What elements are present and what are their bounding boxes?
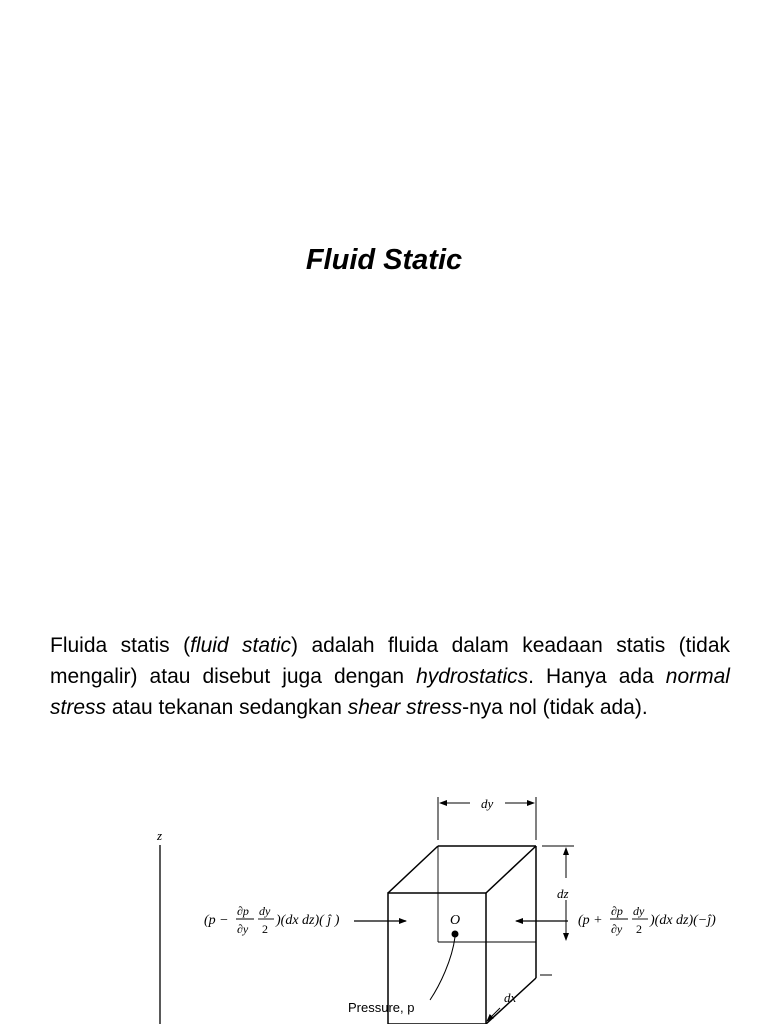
page-title: Fluid Static — [305, 244, 463, 276]
origin-point — [452, 931, 459, 938]
dx-arrow — [487, 1008, 500, 1021]
right-force-frac1-den: ∂y — [611, 922, 623, 936]
para-term-normal-stress: normal stress — [50, 665, 730, 719]
para-text-2: ) adalah fluida dalam keadaan statis (tidak mengalir) atau disebut juga dengan — [50, 634, 730, 688]
left-force-frac1-num: ∂p — [237, 904, 249, 918]
cube-top-right-edge — [486, 846, 536, 893]
right-force-frac2-num: dy — [633, 904, 645, 918]
right-force-frac1-num: ∂p — [611, 904, 623, 918]
right-force-expression — [578, 904, 716, 936]
left-force-frac2-num: dy — [259, 904, 271, 918]
dx-label: dx — [504, 990, 517, 1005]
fluid-element-diagram — [0, 780, 768, 1024]
left-force-open: (p − — [204, 913, 229, 928]
para-term-shear-stress: shear stress — [347, 696, 463, 719]
z-axis-label: z — [157, 828, 163, 843]
left-force-frac2-den: 2 — [262, 922, 268, 936]
cube-top-left-edge — [388, 846, 438, 893]
right-force-rest: )(dx dz)(−ĵ) — [650, 913, 716, 928]
para-text-1: Fluida statis ( — [50, 634, 191, 657]
right-force-open: (p + — [578, 913, 603, 928]
right-force-frac2-den: 2 — [636, 922, 642, 936]
para-text-4: atau tekanan sedangkan — [106, 696, 348, 719]
para-text-3: . Hanya ada — [528, 665, 666, 688]
body-paragraph — [50, 630, 730, 723]
left-force-expression — [204, 904, 340, 936]
para-term-fluid-static: fluid static — [190, 634, 292, 657]
pressure-label: Pressure, p — [348, 1000, 415, 1015]
dy-label: dy — [481, 796, 494, 811]
para-text-5: -nya nol (tidak ada). — [462, 696, 648, 719]
pressure-leader-line — [430, 937, 455, 1000]
para-term-hydrostatics: hydrostatics — [416, 665, 529, 688]
left-force-rest: )(dx dz)( ĵ ) — [276, 913, 340, 928]
origin-label: O — [450, 913, 461, 928]
left-force-frac1-den: ∂y — [237, 922, 249, 936]
dz-label: dz — [557, 886, 569, 901]
